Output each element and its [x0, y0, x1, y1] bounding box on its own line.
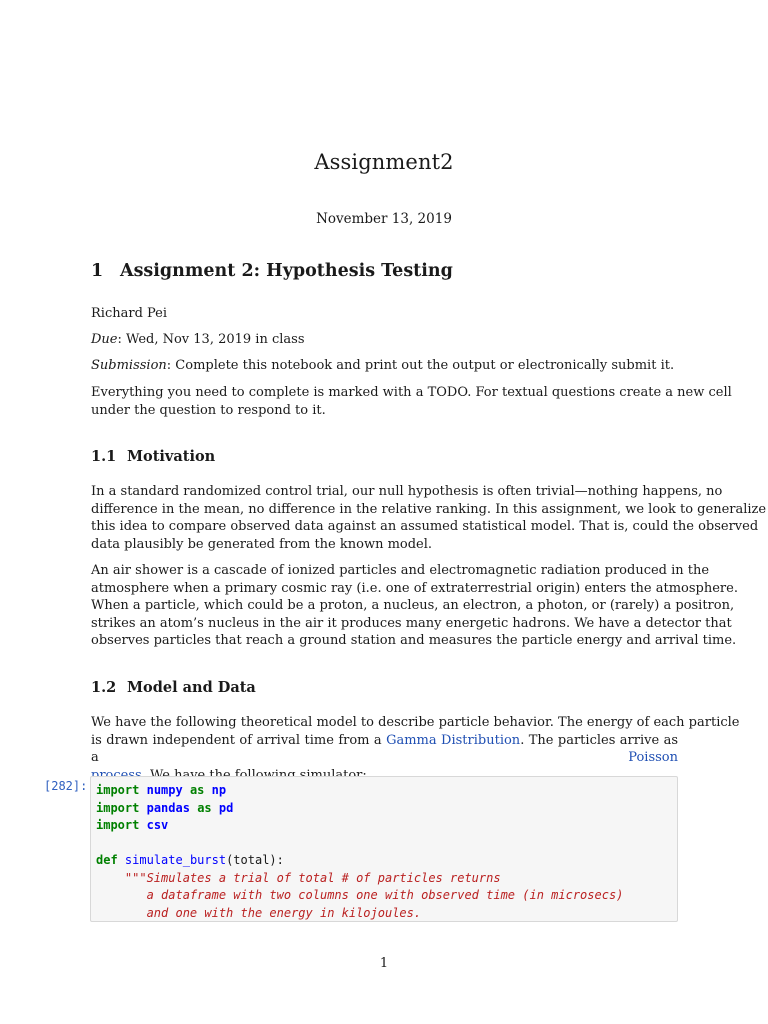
code-line — [96, 783, 226, 797]
keyword: as — [189, 783, 205, 797]
docstring-line: a dataframe with two columns one with observed time (in microsecs) — [96, 888, 624, 902]
module-name: pandas — [146, 800, 190, 815]
docstring-line: and one with the energy in kilojoules. — [96, 905, 422, 920]
module-name: numpy — [146, 783, 183, 797]
todo-paragraph — [91, 384, 732, 419]
paragraph-line: strikes an atom’s nucleus in the air it produces many energetic hadrons. We have a detector that — [91, 615, 732, 631]
code-line — [96, 818, 168, 832]
section-heading — [91, 261, 453, 281]
function-args: (total): — [226, 853, 284, 867]
paragraph-line: under the question to respond to it. — [91, 402, 326, 418]
subsection-number: 1.1 — [91, 448, 117, 465]
keyword: import — [96, 783, 140, 797]
document-title: Assignment2 — [314, 150, 454, 174]
paragraph-line: An air shower is a cascade of ionized particles and electromagnetic radiation produced in the — [91, 563, 710, 578]
submission-label: Submission — [91, 358, 167, 373]
function-name: simulate_burst — [124, 853, 227, 867]
due-line — [91, 331, 678, 349]
paragraph-line: this idea to compare observed data against an assumed statistical model. That is, could the observed — [91, 519, 759, 535]
paragraph-line: observes particles that reach a ground station and measures the particle energy and arrival time. — [91, 633, 737, 649]
paragraph-line: data plausibly be generated from the known model. — [91, 536, 433, 552]
module-alias: np — [211, 783, 227, 797]
section-title: Assignment 2: Hypothesis Testing — [120, 261, 453, 281]
keyword: import — [96, 800, 140, 815]
keyword: import — [96, 818, 140, 832]
subsection-heading-model-data — [91, 679, 256, 696]
paragraph-line: Everything you need to complete is marked with a TODO. For textual questions create a new cell — [91, 385, 732, 400]
keyword: as — [197, 800, 212, 815]
section-number: 1 — [91, 261, 104, 281]
poisson-process-link[interactable]: Poisson — [628, 750, 678, 766]
subsection-number: 1.2 — [91, 679, 117, 696]
paragraph-line — [91, 732, 678, 767]
module-alias: pd — [218, 800, 234, 815]
gamma-distribution-link[interactable]: Gamma Distribution — [386, 732, 521, 748]
module-name: csv — [146, 818, 169, 832]
motivation-paragraph-1 — [91, 483, 767, 553]
code-cell[interactable] — [90, 776, 678, 922]
due-text: : Wed, Nov 13, 2019 in class — [117, 332, 305, 347]
paragraph-line: We have the following theoretical model to describe particle behavior. The energy of each particle — [91, 715, 740, 730]
page-number: 1 — [379, 956, 389, 971]
paragraph-line: atmosphere when a primary cosmic ray (i.e. one of extraterrestrial origin) enters the atmosphere. — [91, 580, 738, 596]
paragraph-line: When a particle, which could be a proton, a nucleus, an electron, a photon, or (rarely) a positron, — [91, 598, 735, 614]
due-label: Due — [91, 332, 118, 347]
code-line — [96, 853, 284, 867]
text-segment: is drawn independent of arrival time from a — [91, 732, 387, 748]
model-data-paragraph — [91, 714, 740, 784]
submission-text: : Complete this notebook and print out the output or electronically submit it. — [166, 358, 675, 373]
paragraph-line: In a standard randomized control trial, our null hypothesis is often trivial—nothing happens, no — [91, 484, 723, 499]
motivation-paragraph-2 — [91, 562, 738, 650]
subsection-title: Model and Data — [127, 679, 256, 696]
docstring-line: """Simulates a trial of total # of particles returns — [96, 870, 501, 885]
cell-execution-prompt: [282]: — [44, 779, 88, 793]
submission-line — [91, 357, 678, 375]
author-name: Richard Pei — [91, 306, 168, 321]
code-line — [96, 801, 233, 815]
paragraph-line: difference in the mean, no difference in the relative ranking. In this assignment, we look to generalize — [91, 501, 767, 517]
document-date: November 13, 2019 — [316, 211, 452, 227]
subsection-heading-motivation — [91, 448, 215, 465]
subsection-title: Motivation — [127, 448, 216, 465]
text-segment: . The particles arrive as a — [91, 732, 679, 766]
keyword: def — [96, 853, 118, 867]
code-block[interactable] — [91, 777, 677, 922]
